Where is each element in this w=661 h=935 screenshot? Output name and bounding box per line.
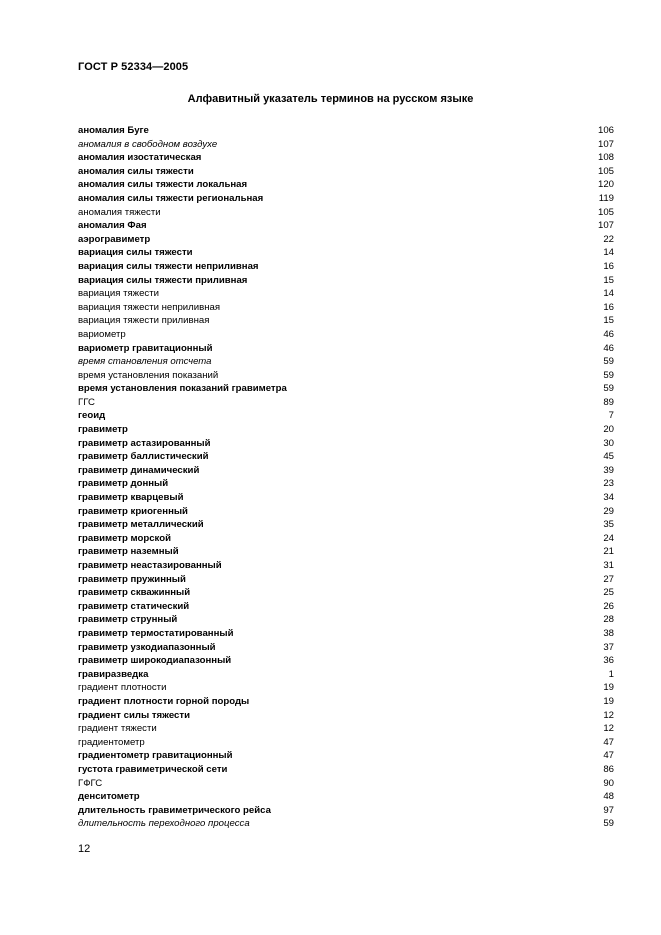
index-term: аномалия изостатическая xyxy=(78,152,202,164)
index-entry xyxy=(78,627,614,641)
index-entry xyxy=(78,301,614,315)
index-term: гравиметр морской xyxy=(78,532,171,544)
index-page-ref: 86 xyxy=(603,763,614,775)
index-page-ref: 22 xyxy=(603,233,614,245)
index-entry xyxy=(78,749,614,763)
index-term: гравиметр астазированный xyxy=(78,437,211,449)
index-term: гравиметр металлический xyxy=(78,519,204,531)
index-term: ГФГС xyxy=(78,777,103,789)
index-page-ref: 105 xyxy=(597,206,614,218)
index-entry xyxy=(78,532,614,546)
index-entry xyxy=(78,681,614,695)
index-term: гравиметр пружинный xyxy=(78,573,186,585)
index-term: гравиметр динамический xyxy=(78,464,200,476)
index-page-ref: 39 xyxy=(603,464,614,476)
index-page-ref: 119 xyxy=(598,192,614,204)
index-entry xyxy=(78,355,614,369)
index-entry xyxy=(78,763,614,777)
index-term: гравиметр термостатированный xyxy=(78,627,234,639)
index-entry xyxy=(78,369,614,383)
index-page-ref: 7 xyxy=(608,410,614,422)
index-page-ref: 14 xyxy=(603,247,614,259)
index-term: вариация силы тяжести xyxy=(78,247,193,259)
index-page-ref: 27 xyxy=(603,573,614,585)
index-page-ref: 28 xyxy=(603,614,614,626)
index-page-ref: 29 xyxy=(603,505,614,517)
index-page-ref: 15 xyxy=(603,274,614,286)
index-entry xyxy=(78,328,614,342)
index-entry xyxy=(78,219,614,233)
index-page-ref: 59 xyxy=(603,356,614,368)
index-page-ref: 24 xyxy=(603,532,614,544)
index-entry xyxy=(78,151,614,165)
index-page-ref: 120 xyxy=(597,179,614,191)
index-entry xyxy=(78,178,614,192)
index-term: градиент плотности горной породы xyxy=(78,695,250,707)
index-term: аномалия Фая xyxy=(78,220,147,232)
index-entry xyxy=(78,586,614,600)
index-term: денситометр xyxy=(78,791,140,803)
index-term: аномалия Буге xyxy=(78,125,149,136)
index-page-ref: 107 xyxy=(597,138,614,150)
index-term: время становления отсчета xyxy=(78,356,212,368)
index-page-ref: 46 xyxy=(603,328,614,340)
index-term: гравиразведка xyxy=(78,668,149,680)
index-term: гравиметр донный xyxy=(78,478,169,490)
index-entry xyxy=(78,274,614,288)
index-page-ref: 30 xyxy=(603,437,614,449)
index-entry xyxy=(78,382,614,396)
index-entry xyxy=(78,641,614,655)
index-page-ref: 35 xyxy=(603,519,614,531)
index-term: вариометр гравитационный xyxy=(78,342,213,354)
index-page-ref: 31 xyxy=(603,560,614,571)
index-term: гравиметр xyxy=(78,424,128,436)
index-entry xyxy=(78,138,614,152)
index-entry xyxy=(78,477,614,491)
index-term: градиент плотности xyxy=(78,682,167,694)
index-term: геоид xyxy=(78,410,106,422)
index-term: градиентометр xyxy=(78,736,145,748)
index-entry xyxy=(78,165,614,179)
index-entry xyxy=(78,437,614,451)
index-entry xyxy=(78,505,614,519)
index-entry xyxy=(78,409,614,423)
index-term: градиент силы тяжести xyxy=(78,709,190,721)
index-page-ref: 34 xyxy=(603,492,614,504)
index-entry xyxy=(78,260,614,274)
index-term: вариация силы тяжести приливная xyxy=(78,274,248,286)
index-term: гравиметр баллистический xyxy=(78,451,209,463)
index-entry xyxy=(78,654,614,668)
index-term: вариация тяжести неприливная xyxy=(78,301,221,313)
index-term: аэрогравиметр xyxy=(78,233,151,245)
index-term: время установления показаний гравиметра xyxy=(78,383,287,395)
index-page-ref: 37 xyxy=(603,641,614,653)
index-entry xyxy=(78,559,614,573)
index-term: вариометр xyxy=(78,328,126,340)
index-term: вариация тяжести приливная xyxy=(78,315,210,327)
index-term: гравиметр криогенный xyxy=(78,505,188,517)
index-page-ref: 21 xyxy=(603,546,614,558)
index-entry xyxy=(78,722,614,736)
index-term: аномалия тяжести xyxy=(78,206,161,218)
index-page-ref: 108 xyxy=(597,152,614,164)
page-number: 12 xyxy=(78,843,91,855)
index-page-ref: 36 xyxy=(603,655,614,667)
index-entry xyxy=(78,342,614,356)
index-page-ref: 20 xyxy=(603,424,614,436)
index-page-ref: 45 xyxy=(603,451,614,463)
index-entry xyxy=(78,777,614,791)
index-entry xyxy=(78,246,614,260)
index-term: гравиметр широкодиапазонный xyxy=(78,655,232,667)
index-page-ref: 16 xyxy=(603,260,614,272)
index-term: гравиметр неастазированный xyxy=(78,560,222,571)
index-page-ref: 12 xyxy=(603,709,614,721)
index-entry xyxy=(78,817,614,831)
index-page-ref: 48 xyxy=(603,791,614,803)
index-page-ref: 59 xyxy=(603,818,614,830)
index-term: аномалия силы тяжести региональная xyxy=(78,192,264,204)
index-term: градиент тяжести xyxy=(78,723,157,735)
index-page-ref: 16 xyxy=(603,301,614,313)
index-entry xyxy=(78,790,614,804)
index-page-ref: 19 xyxy=(603,695,614,707)
index-page-ref: 89 xyxy=(603,396,614,408)
index-page-ref: 107 xyxy=(597,220,614,232)
index-entry xyxy=(78,573,614,587)
index-term: гравиметр узкодиапазонный xyxy=(78,641,216,653)
index-entry xyxy=(78,423,614,437)
term-index xyxy=(78,124,614,831)
index-page-ref: 14 xyxy=(603,288,614,300)
index-term: аномалия силы тяжести локальная xyxy=(78,179,248,191)
index-term: гравиметр скважинный xyxy=(78,587,191,599)
index-title: Алфавитный указатель терминов на русском языке xyxy=(187,93,474,105)
index-page-ref: 47 xyxy=(603,736,614,748)
index-entry xyxy=(78,450,614,464)
index-entry xyxy=(78,233,614,247)
index-page-ref: 59 xyxy=(603,369,614,381)
index-entry xyxy=(78,491,614,505)
index-entry xyxy=(78,518,614,532)
index-page-ref: 1 xyxy=(608,668,614,680)
index-page-ref: 46 xyxy=(603,342,614,354)
index-page-ref: 15 xyxy=(603,315,614,327)
index-entry xyxy=(78,206,614,220)
index-entry xyxy=(78,314,614,328)
index-entry xyxy=(78,124,614,138)
index-term: гравиметр статический xyxy=(78,600,190,612)
index-entry xyxy=(78,600,614,614)
index-entry xyxy=(78,192,614,206)
index-entry xyxy=(78,804,614,818)
index-entry xyxy=(78,287,614,301)
index-entry xyxy=(78,613,614,627)
index-term: гравиметр струнный xyxy=(78,614,178,626)
index-page-ref: 12 xyxy=(603,723,614,735)
index-entry xyxy=(78,668,614,682)
index-page-ref: 106 xyxy=(597,125,614,136)
index-entry xyxy=(78,545,614,559)
index-term: вариация силы тяжести неприливная xyxy=(78,260,259,272)
index-page-ref: 97 xyxy=(603,804,614,816)
index-page-ref: 23 xyxy=(603,478,614,490)
index-term: аномалия силы тяжести xyxy=(78,165,194,177)
index-term: ГГС xyxy=(78,396,95,408)
index-entry xyxy=(78,709,614,723)
index-entry xyxy=(78,736,614,750)
index-term: вариация тяжести xyxy=(78,288,159,300)
index-entry xyxy=(78,695,614,709)
index-term: гравиметр наземный xyxy=(78,546,179,558)
index-page-ref: 59 xyxy=(603,383,614,395)
index-entry xyxy=(78,464,614,478)
index-term: густота гравиметрической сети xyxy=(78,763,228,775)
index-entry xyxy=(78,396,614,410)
index-term: аномалия в свободном воздухе xyxy=(78,138,218,150)
index-page-ref: 19 xyxy=(603,682,614,694)
index-page-ref: 105 xyxy=(597,165,614,177)
document-header: ГОСТ Р 52334—2005 xyxy=(78,61,189,73)
index-term: длительность переходного процесса xyxy=(78,818,250,830)
index-page-ref: 90 xyxy=(603,777,614,789)
index-page-ref: 47 xyxy=(603,750,614,762)
index-page-ref: 25 xyxy=(603,587,614,599)
index-term: гравиметр кварцевый xyxy=(78,492,184,504)
index-page-ref: 26 xyxy=(603,600,614,612)
index-term: градиентометр гравитационный xyxy=(78,750,233,762)
index-term: длительность гравиметрического рейса xyxy=(78,804,271,816)
index-term: время установления показаний xyxy=(78,369,219,381)
index-page-ref: 38 xyxy=(603,627,614,639)
